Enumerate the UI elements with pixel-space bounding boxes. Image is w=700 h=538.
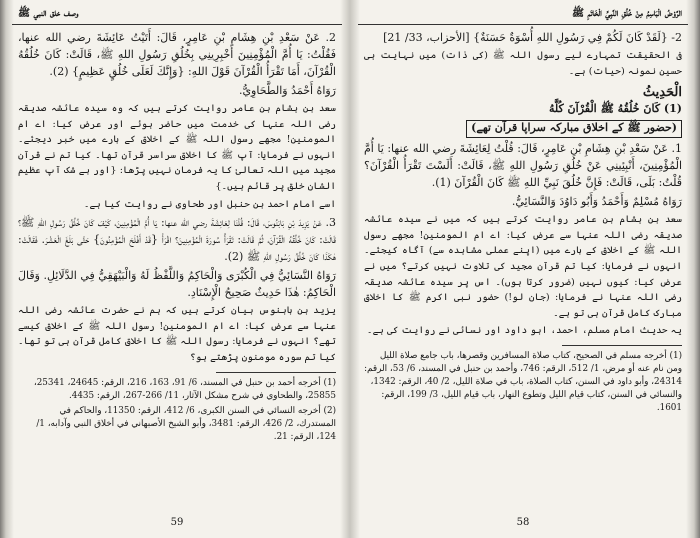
hadith-1-arabic: 1. عَنْ سَعْدِ بْنِ هِشَامِ بْنِ عَامِرٍ، قَالَ: قُلْتُ لِعَائِشَةَ رضي الله عنها: يَا أُمَّ الْمُؤْمِنِينَ، أَنْبِئِينِي عَنْ خُلُقِ رَسُولِ اللهِ ﷺ، قَالَتْ: أَلَسْتَ تَقْرَأُ الْقُرْآنَ؟ قُلْتُ: بَلَى، قَالَتْ: فَإِنَّ خُلُقَ نَبِيِّ اللهِ ﷺ كَانَ الْقُرْآنَ (1).: [364, 142, 682, 190]
chapter-subheading: (1) كَانَ خُلُقُهُ ﷺ الْقُرْآنَ كُلَّهُ: [548, 102, 682, 116]
hadith-3-arabic: 3. عَنْ يَزِيدَ بْنِ بَابَنُوسَ، قَالَ: قُلْنَا لِعَائِشَةَ رضي الله عنها: يَا أُمَّ الْمُؤْمِنِينَ، كَيْفَ كَانَ خُلُقُ رَسُولِ اللهِ ﷺ؟ قَالَتْ: كَانَ خُلُقُهُ الْقُرْآنَ، ثُمَّ قَالَتْ: تَقْرَأُ سُورَةَ الْمُؤْمِنِينَ؟ اقْرَأْ {قَدْ أَفْلَحَ الْمُؤْمِنُونَ} حَتَّى بَلَغَ الْعَشْرَ. فَقَالَتْ: هٰكَذَا كَانَ خُلُقُ رَسُولِ اللهِ ﷺ (2).: [18, 216, 336, 264]
footnote-divider: [562, 345, 682, 346]
quran-verse: 2- {لَقَدْ كَانَ لَكُمْ فِي رَسُولِ اللهِ أُسْوَةٌ حَسَنَةٌ} [الأحزاب، 33/ 21]: [383, 31, 682, 44]
page-body: [358, 25, 688, 415]
footnote: (1) أخرجه مسلم في الصحيح، كتاب صلاة المسافرين وقصرها، باب جامع صلاة الليل ومن نام عنه أو مرض، 1/ 512، الرقم: 746، وأحمد بن حنبل في المسند، 6/ 53، الرقم: 24314، وأبو داود في السنن، كتاب الصلاة، باب في صلاة الليل، 2/ 40، الرقم: 1342، والنسائي في السنن، كتاب قيام الليل وتطوع النهار، باب قيام الليل، 3/ 199، الرقم: 1601.: [364, 350, 682, 413]
verse-translation: فی الحقیقت تمہارے لیے رسول اللہ ﷺ (کی ذات) میں نہایت ہی حسین نمونہ (حیات) ہے۔: [364, 50, 682, 77]
page-number: 59: [170, 517, 184, 528]
narration-note: رَوَاهُ النَّسَائِيُّ فِي الْكُبْرَى وَالْحَاكِمُ وَاللَّفْظُ لَهُ وَالْبَيْهَقِيُّ فِي الدَّلَائِلِ. وَقَالَ الْحَاكِمُ: هٰذَا حَدِيثٌ صَحِيحُ الْإِسْنَادِ.: [18, 269, 336, 300]
footnote: (1) أخرجه أحمد بن حنبل في المسند، 6/ 91، 163، 216، الرقم: 24645، 25341، 25855، والطحاوي في شرح مشكل الآثار، 11/ 266-267، الرقم: 4435.: [33, 377, 336, 401]
footnote: (2) أخرجه النسائي في السنن الكبرى، 6/ 412، الرقم: 11350، والحاكم في المستدرك، 2/ 426، الرقم: 3481، وأبو الشيخ الأصبهاني في أخلاق النبي وآدابه، 1/ 124، الرقم: 21.: [36, 405, 336, 442]
chapter-subheading-urdu: (حضور ﷺ کے اخلاق مبارکہ سراپا قرآن تھے): [466, 120, 682, 138]
hadith-2-arabic: 2. عَنْ سَعْدِ بْنِ هِشَامِ بْنِ عَامِرٍ، قَالَ: أَتَيْتُ عَائِشَةَ رضي الله عنها، فَقُلْتُ: يَا أُمَّ الْمُؤْمِنِينَ أَخْبِرِينِي بِخُلُقِ رَسُولِ اللهِ ﷺ، قَالَتْ: كَانَ خُلُقُهُ الْقُرْآنَ، أَمَا تَقْرَأُ الْقُرْآنَ قَوْلَ اللهِ: {وَإِنَّكَ لَعَلَى خُلُقٍ عَظِيمٍ} (2).: [18, 31, 336, 78]
footnote-divider: [216, 372, 336, 373]
page-number: 58: [516, 517, 530, 528]
right-page: [358, 4, 688, 532]
page-header: الرَّوْضُ الْبَاسِمُ مِنْ خُلُقِ النَّبِيِّ الْخَاتَمِ ﷺ: [358, 4, 688, 25]
narration-note: رَوَاهُ مُسْلِمٌ وَأَحْمَدُ وَأَبُو دَاوُدَ وَالنَّسَائِيُّ.: [511, 195, 682, 209]
page-body: [12, 25, 342, 444]
hadith-1-translation: سعد بن ہشام بن عامر روایت کرتے ہیں کہ میں نے سیدہ عائشہ صدیقہ رضی اللہ عنہا سے عرض کیا: اے ام المومنین! مجھے رسول اللہ ﷺ کے اخلاق کے بارے میں (اپنے عملی مشاہدہ سے) آگاہ کیجئے۔ انہوں نے فرمایا: کیا تم قرآن مجید کی تلاوت نہیں کرتے؟ میں نے عرض کیا: کیوں نہیں (ضرور کرتا ہوں)۔ اس پر سیدہ عائشہ صدیقہ رضی اللہ عنہا نے فرمایا: (جان لو!) حضور نبی اکرم ﷺ کا اخلاق مبارک کامل قرآن ہی تو ہے۔: [364, 214, 682, 319]
section-heading: الْحَدِيثُ: [642, 85, 682, 101]
page-header: وصف خلق النبي ﷺ: [12, 4, 342, 25]
left-page: [12, 4, 342, 532]
hadith-3-translation: یزید بن بابنوس بیان کرتے ہیں کہ ہم نے حضرت عائشہ رضی اللہ عنہا سے عرض کیا: اے ام المومنین! رسول اللہ ﷺ کے اخلاق کیسے تھے؟ انہوں نے فرمایا: رسول اللہ ﷺ کا اخلاق کامل قرآن ہی تو تھا۔ کیا تم سورہ مومنون پڑھتے ہو؟: [18, 305, 336, 363]
narration-note: رَوَاهُ أَحْمَدُ وَالطَّحَاوِيُّ.: [238, 84, 336, 97]
narration-note-urdu: یہ حدیث امام مسلم، احمد، ابو داود اور نسائی نے روایت کی ہے۔: [366, 325, 682, 337]
hadith-2-translation: سعد بن ہشام بن عامر روایت کرتے ہیں کہ وہ سیدہ عائشہ صدیقہ رضی اللہ عنہا کی خدمت میں حاضر ہوئے اور عرض کیا: اے ام المومنین! مجھے رسول اللہ ﷺ کے اخلاق کے بارے میں خبر دیجئے۔ انہوں نے فرمایا: آپ ﷺ کا اخلاق سراسر قرآن تھا۔ کیا تم نے قرآن مجید میں اللہ تعالیٰ کا یہ فرمان نہیں پڑھا: {اور بے شک آپ عظیم الشان خلق پر قائم ہیں۔}: [18, 103, 336, 192]
narration-note-urdu: اسے امام احمد بن حنبل اور طحاوی نے روایت کیا ہے۔: [83, 198, 336, 210]
